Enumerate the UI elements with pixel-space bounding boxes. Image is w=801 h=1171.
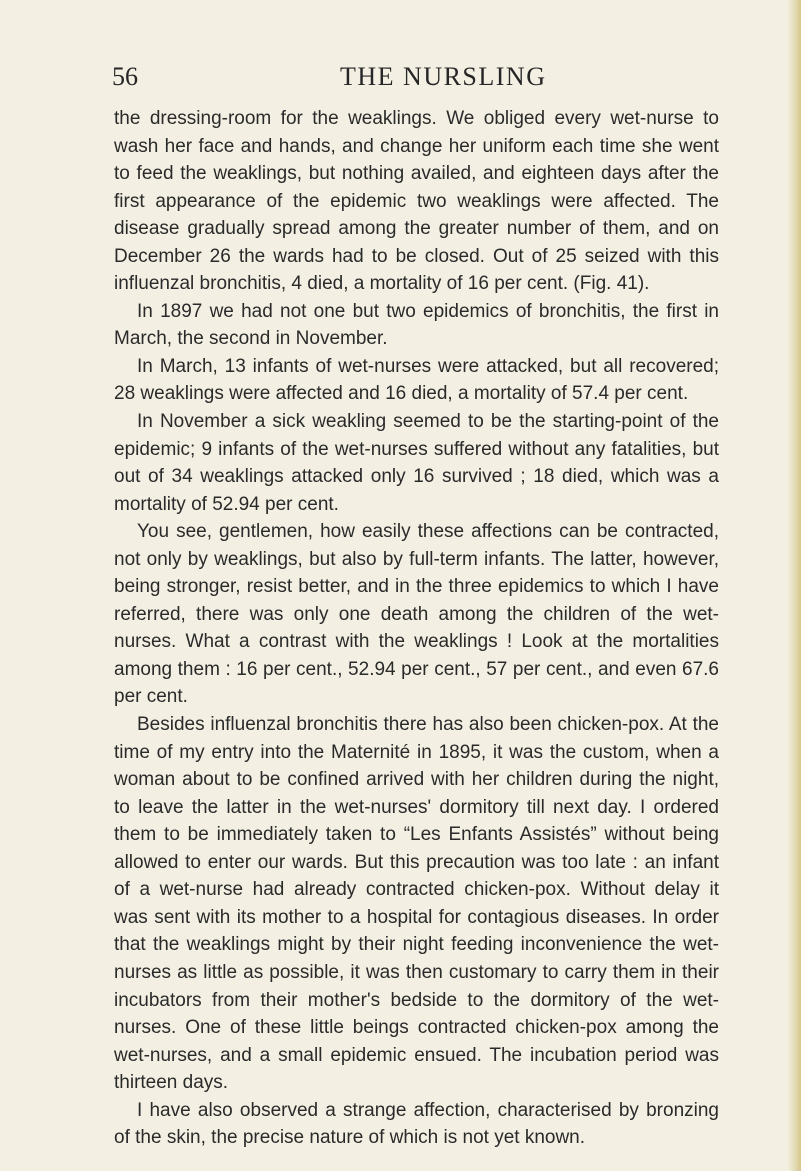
paragraph: the dressing-room for the weaklings. We obliged every wet-nurse to wash her face and hands, and change her uniform each time she went to feed the weaklings, but nothing availed, and eighteen days after the first appearance of the epidemic two weaklings were affected. The disease gradually spread among the greater number of them, and on December 26 the wards had to be closed. Out of 25 seized with this influenzal bronchitis, 4 died, a mortality of 16 per cent. (Fig. 41). (114, 108, 719, 295)
paragraph: You see, gentlemen, how easily these affections can be contracted, not only by weaklings, but also by full-term infants. The latter, however, being stronger, resist better, and in the three epidemics to which I have referred, there was only one death among the children of the wet-nurses. What a contrast with the weaklings ! Look at the mortalities among them : 16 per cent., 52.94 per cent., 57 per cent., and even 67.6 per cent. (114, 521, 719, 708)
paragraph: Besides influenzal bronchitis there has also been chicken-pox. At the time of my entry into the Maternité in 1895, it was the custom, when a woman about to be confined arrived with her children during the night, to leave the latter in the wet-nurses' dormitory till next day. I ordered them to be immediately taken to “Les Enfants Assistés” without being allowed to enter our wards. But this precaution was too late : an infant of a wet-nurse had already contracted chicken-pox. Without delay it was sent with its mother to a hospital for contagious diseases. In order that the weaklings might by their night feeding inconvenience the wet-nurses as little as possible, it was then customary to carry them in their incubators from their mother's bedside to the dormitory of the wet-nurses. One of these little beings contracted chicken-pox among the wet-nurses, and a small epidemic ensued. The incubation period was thirteen days. (114, 714, 719, 1094)
page-number: 56 (112, 62, 138, 91)
page-edge-shadow (787, 0, 801, 1171)
body-text (114, 105, 719, 1152)
page-header (0, 60, 801, 94)
paragraph: I have also observed a strange affection, characterised by bronzing of the skin, the precise nature of which is not yet known. (114, 1099, 719, 1149)
paragraph: In 1897 we had not one but two epidemics of bronchitis, the first in March, the second in November. (114, 300, 719, 350)
running-title: THE NURSLING (340, 62, 547, 91)
paragraph: In March, 13 infants of wet-nurses were attacked, but all recovered; 28 weaklings were affected and 16 died, a mortality of 57.4 per cent. (114, 355, 719, 405)
paragraph: In November a sick weakling seemed to be the starting-point of the epidemic; 9 infants of the wet-nurses suffered without any fatalities, but out of 34 weaklings attacked only 16 survived ; 18 died, which was a mortality of 52.94 per cent. (114, 411, 719, 515)
